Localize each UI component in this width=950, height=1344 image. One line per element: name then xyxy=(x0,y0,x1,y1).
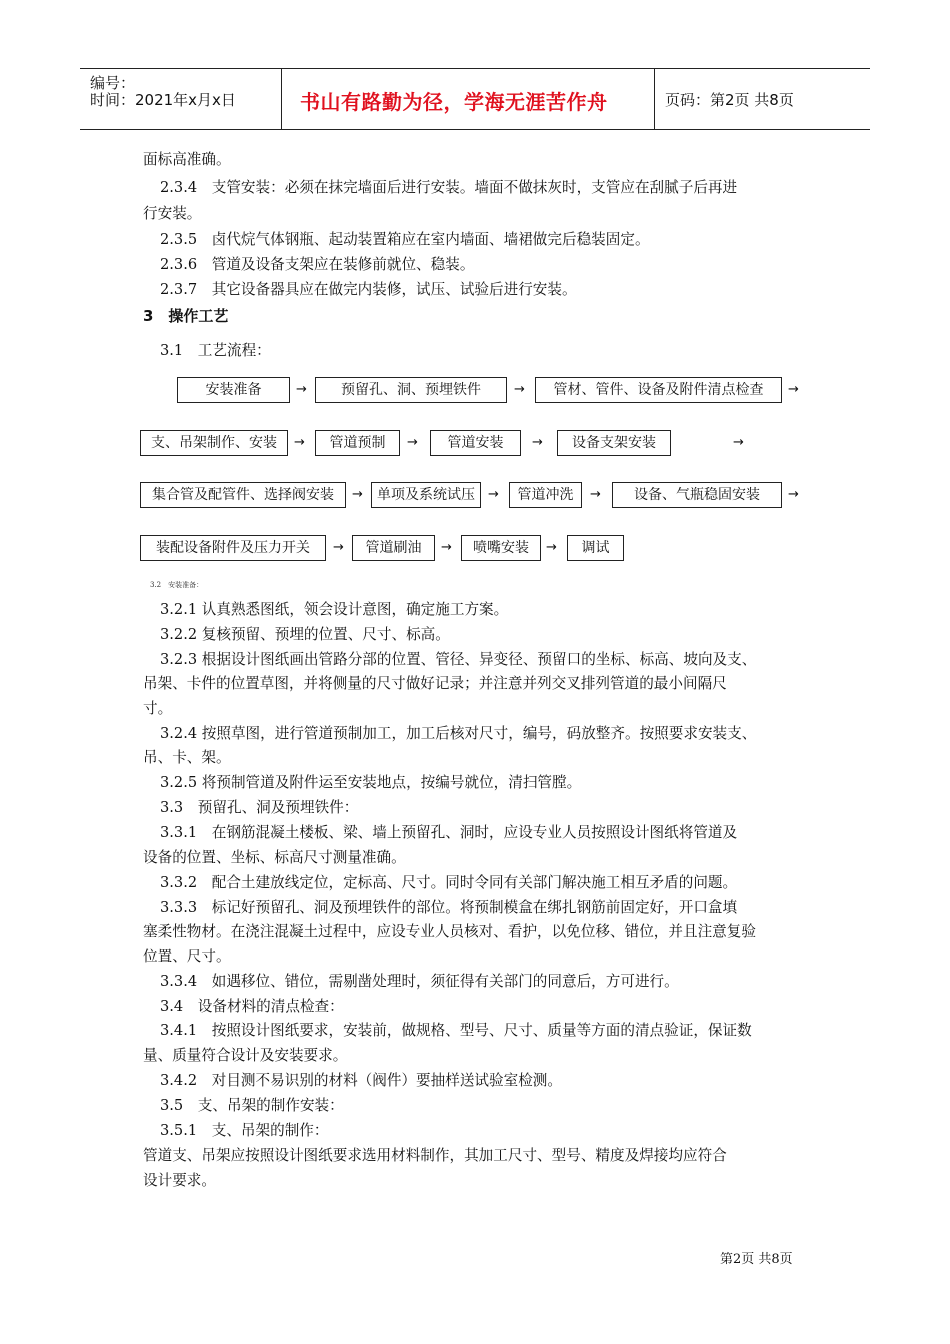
flow-arrow: → xyxy=(294,435,305,450)
paragraph-line: 3.3.3 标记好预留孔、洞及预埋铁件的部位。将预制模盒在绑扎钢筋前固定好，开口盒填 xyxy=(160,899,738,916)
flow-step: 管道预制 xyxy=(315,430,400,456)
paragraph-line: 2.3.4 支管安装：必须在抹完墙面后进行安装。墙面不做抹灰时，支管应在刮腻子后再进 xyxy=(160,179,738,196)
paragraph-line: 3.4.2 对目测不易识别的材料（阀件）要抽样送试验室检测。 xyxy=(160,1072,562,1089)
flow-arrow: → xyxy=(514,382,525,397)
small-subheading: 3.2 安装准备： xyxy=(150,581,204,589)
flow-step: 预留孔、洞、预埋铁件 xyxy=(315,377,507,403)
flow-arrow: → xyxy=(441,540,452,555)
flow-step: 设备支架安装 xyxy=(557,430,671,456)
flow-step: 支、吊架制作、安装 xyxy=(140,430,288,456)
paragraph-line: 吊架、卡件的位置草图，并将侧量的尺寸做好记录；并注意并列交叉排列管道的最小间隔尺 xyxy=(143,675,727,692)
flow-step: 装配设备附件及压力开关 xyxy=(140,535,326,561)
flow-step: 管道刷油 xyxy=(352,535,435,561)
flow-arrow: → xyxy=(788,487,799,502)
paragraph-line: 2.3.5 卤代烷气体钢瓶、起动装置箱应在室内墙面、墙裙做完后稳装固定。 xyxy=(160,231,650,248)
subsection-heading: 3.5 支、吊架的制作安装： xyxy=(160,1097,344,1114)
flow-step: 管材、管件、设备及附件清点检查 xyxy=(535,377,782,403)
paragraph-line: 3.3.1 在钢筋混凝土楼板、梁、墙上预留孔、洞时，应设专业人员按照设计图纸将管道及 xyxy=(160,824,738,841)
flow-arrow: → xyxy=(546,540,557,555)
paragraph-line: 设备的位置、坐标、标高尺寸测量准确。 xyxy=(143,849,406,866)
flow-arrow: → xyxy=(788,382,799,397)
paragraph-line: 行安装。 xyxy=(143,205,202,222)
paragraph-line: 2.3.6 管道及设备支架应在装修前就位、稳装。 xyxy=(160,256,475,273)
paragraph-line: 3.2.2 复核预留、预埋的位置、尺寸、标高。 xyxy=(160,626,450,643)
paragraph-line: 管道支、吊架应按照设计图纸要求选用材料制作，其加工尺寸、型号、精度及焊接均应符合 xyxy=(143,1147,727,1164)
paragraph-line: 2.3.7 其它设备器具应在做完内装修，试压、试验后进行安装。 xyxy=(160,281,577,298)
header-page-number: 页码：第2页 共8页 xyxy=(665,91,794,109)
paragraph-line: 3.2.1 认真熟悉图纸，领会设计意图，确定施工方案。 xyxy=(160,601,509,618)
paragraph-line: 位置、尺寸。 xyxy=(143,948,231,965)
header-motto-cell xyxy=(282,69,655,129)
paragraph-line: 3.2.3 根据设计图纸画出管路分部的位置、管径、异变径、预留口的坐标、标高、坡向及支、 xyxy=(160,651,757,668)
flow-arrow: → xyxy=(333,540,344,555)
header-page-cell xyxy=(655,69,870,129)
paragraph-line: 量、质量符合设计及安装要求。 xyxy=(143,1047,348,1064)
paragraph-line: 3.2.4 按照草图，进行管道预制加工，加工后核对尺寸，编号，码放整齐。按照要求安装支、 xyxy=(160,725,757,742)
paragraph-line: 塞柔性物材。在浇注混凝土过程中，应设专业人员核对、看护，以免位移、错位，并且注意复验 xyxy=(143,923,756,940)
subsection-heading: 3.1 工艺流程： xyxy=(160,342,271,359)
flow-arrow: → xyxy=(532,435,543,450)
flow-arrow: → xyxy=(733,435,744,450)
paragraph-line: 3.4.1 按照设计图纸要求，安装前，做规格、型号、尺寸、质量等方面的清点验证，保证数 xyxy=(160,1022,752,1039)
flow-step: 安装准备 xyxy=(177,377,290,403)
flow-arrow: → xyxy=(590,487,601,502)
flow-step: 管道安装 xyxy=(430,430,521,456)
subsection-heading: 3.4 设备材料的清点检查： xyxy=(160,998,344,1015)
subsection-heading: 3.3 预留孔、洞及预埋铁件： xyxy=(160,799,359,816)
page-header xyxy=(80,68,870,130)
header-meta-cell xyxy=(80,69,282,129)
flow-arrow: → xyxy=(296,382,307,397)
paragraph-line: 设计要求。 xyxy=(143,1172,216,1189)
paragraph-line: 3.3.2 配合土建放线定位，定标高、尺寸。同时令同有关部门解决施工相互矛盾的问题。 xyxy=(160,874,738,891)
document-time-label: 时间：2021年x月x日 xyxy=(90,91,236,109)
paragraph-line: 3.3.4 如遇移位、错位，需剔凿处理时，须征得有关部门的同意后，方可进行。 xyxy=(160,973,679,990)
paragraph-line: 3.2.5 将预制管道及附件运至安装地点，按编号就位，清扫管膛。 xyxy=(160,774,582,791)
document-number-label: 编号： xyxy=(90,74,136,92)
paragraph-line: 面标高准确。 xyxy=(143,151,231,168)
flow-step: 设备、气瓶稳固安装 xyxy=(612,482,782,508)
paragraph-line: 寸。 xyxy=(143,700,173,717)
flow-arrow: → xyxy=(352,487,363,502)
flow-step: 喷嘴安装 xyxy=(461,535,541,561)
flow-step: 管道冲洗 xyxy=(509,482,582,508)
flow-arrow: → xyxy=(407,435,418,450)
flow-step: 调试 xyxy=(567,535,624,561)
flow-step: 集合管及配管件、选择阀安装 xyxy=(140,482,346,508)
header-motto: 书山有路勤为径，学海无涯苦作舟 xyxy=(300,90,608,114)
flow-arrow: → xyxy=(488,487,499,502)
page-footer-number: 第2页 共8页 xyxy=(720,1252,793,1267)
flow-step: 单项及系统试压 xyxy=(371,482,481,508)
subsection-heading: 3.5.1 支、吊架的制作： xyxy=(160,1122,329,1139)
section-heading: 3 操作工艺 xyxy=(143,307,229,325)
paragraph-line: 吊、卡、架。 xyxy=(143,749,231,766)
